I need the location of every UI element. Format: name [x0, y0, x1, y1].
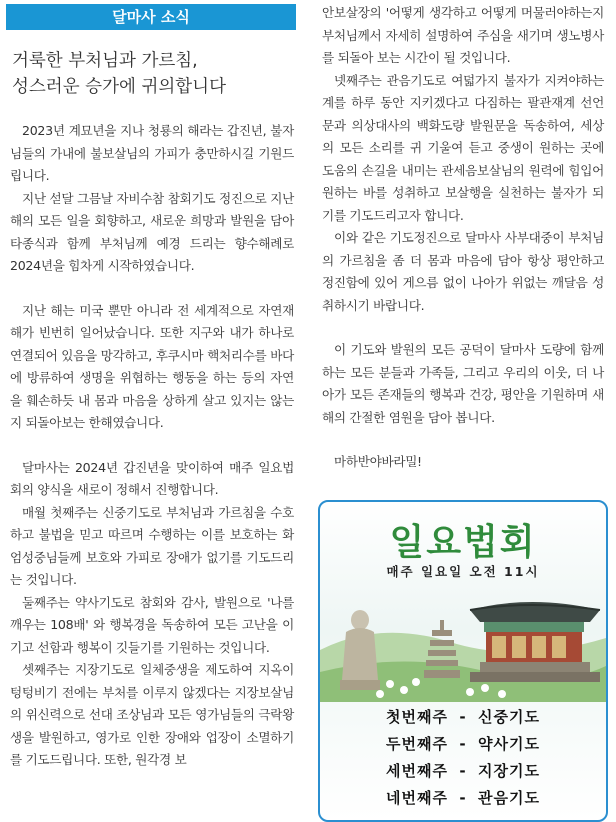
headline-line-2: 성스러운 승가에 귀의합니다: [12, 77, 226, 97]
buddha-statue-icon: [340, 610, 380, 690]
left-column-text: [10, 120, 294, 772]
paragraph: 이와 같은 기도정진으로 달마사 사부대중이 부처님의 가르침을 좀 더 몸과 마음에 담아 항상 평안하고 정진함에 있어 게으름 없이 나아가 위없는 깨달음 성취하시기 바랍니다.: [322, 230, 604, 313]
paragraph: 넷째주는 관음기도로 여덟가지 불자가 지켜야하는 계를 하루 동안 지키겠다고 다짐하는 팔관재계 선언문과 의상대사의 백화도량 발원문을 독송하여, 세상의 모든 소리를 귀 기울여 듣고 중생이 원하는 곳에 도움의 손길을 내미는 관세음보살님의 원력에 힘입어 원하는 바를 성취하고 보살행을 실천하는 불자가 되기를 기도드리고자 합니다.: [322, 72, 604, 223]
schedule-item: 두번째주 - 약사기도: [385, 735, 540, 753]
temple-illustration: [320, 580, 606, 702]
paragraph: 안보살장의 '어떻게 생각하고 어떻게 머물러야하는지 부처님께서 자세히 설명하여 주심을 새기며 생노병사를 되돌아 보는 시간이 될 것입니다.: [322, 5, 604, 65]
paragraph: 매월 첫째주는 신중기도로 부처님과 가르침을 수호하고 불법을 믿고 따르며 수행하는 이를 보호하는 화엄성중님들께 보호와 가피로 장애가 없기를 기도드리는 것입니다.: [10, 504, 294, 587]
section-header: 달마사 소식: [6, 4, 296, 30]
schedule-item: 네번째주 - 관음기도: [385, 789, 540, 807]
paragraph: 지난 해는 미국 뿐만 아니라 전 세계적으로 자연재해가 빈번히 일어났습니다. 또한 지구와 내가 하나로 연결되어 있음을 망각하고, 후쿠시마 핵처리수를 바다에 방류하여 생명을 위협하는 행동을 하는 등의 자연을 훼손하듯 내 몸과 마음을 상하게 살고 있지는 않는지 되돌아보는 한해였습니다.: [10, 302, 294, 430]
schedule-item: 세번째주 - 지장기도: [385, 762, 540, 780]
temple-icon: [470, 602, 600, 682]
paragraph: 지난 섣달 그믐날 자비수참 참회기도 정진으로 지난 해의 모든 일을 회향하고, 새로운 희망과 발원을 담아 타종식과 함께 부처님께 예경 드리는 향수해례로 2024년을 힘차게 시작하였습니다.: [10, 190, 294, 273]
sunday-service-poster: [318, 500, 608, 822]
service-schedule: [320, 704, 606, 812]
paragraph: 이 기도와 발원의 모든 공덕이 달마사 도량에 함께하는 모든 분들과 가족들, 그리고 우리의 이웃, 더 나아가 모든 존재들의 행복과 건강, 평안을 기원하며 새해의 간절한 염원을 담아 봅니다.: [322, 342, 604, 425]
poster-title: 일요법회: [389, 522, 537, 563]
paragraph: 셋째주는 지장기도로 일체중생을 제도하여 지옥이 텅텅비기 전에는 부처를 이루지 않겠다는 지장보살님의 위신력으로 선대 조상님과 모든 영가님들의 극락왕생을 발원하고, 영가로 인한 장애와 업장이 소멸하기를 기도드립니다. 또한, 원각경 보: [10, 662, 294, 767]
right-column-text: [322, 2, 604, 474]
paragraph: 둘째주는 약사기도로 참회와 감사, 발원으로 '나를 깨우는 108배' 와 행복경을 독송하여 모든 고난을 이기고 선함과 행복이 깃들기를 기원하는 것입니다.: [10, 594, 294, 655]
paragraph: 2023년 계묘년을 지나 청룡의 해라는 갑진년, 불자님들의 가내에 불보살님의 가피가 충만하시길 기원드립니다.: [10, 123, 294, 183]
schedule-item: 첫번째주 - 신중기도: [385, 708, 540, 726]
headline-line-1: 거룩한 부처님과 가르침,: [12, 51, 198, 71]
article-headline: [12, 48, 294, 100]
paragraph: 달마사는 2024년 갑진년을 맞이하여 매주 일요법회의 양식을 새로이 정해서 진행합니다.: [10, 459, 294, 497]
closing-phrase: 마하반야바라밀!: [334, 454, 422, 469]
poster-subtitle: 매주 일요일 오전 11시: [386, 564, 540, 579]
